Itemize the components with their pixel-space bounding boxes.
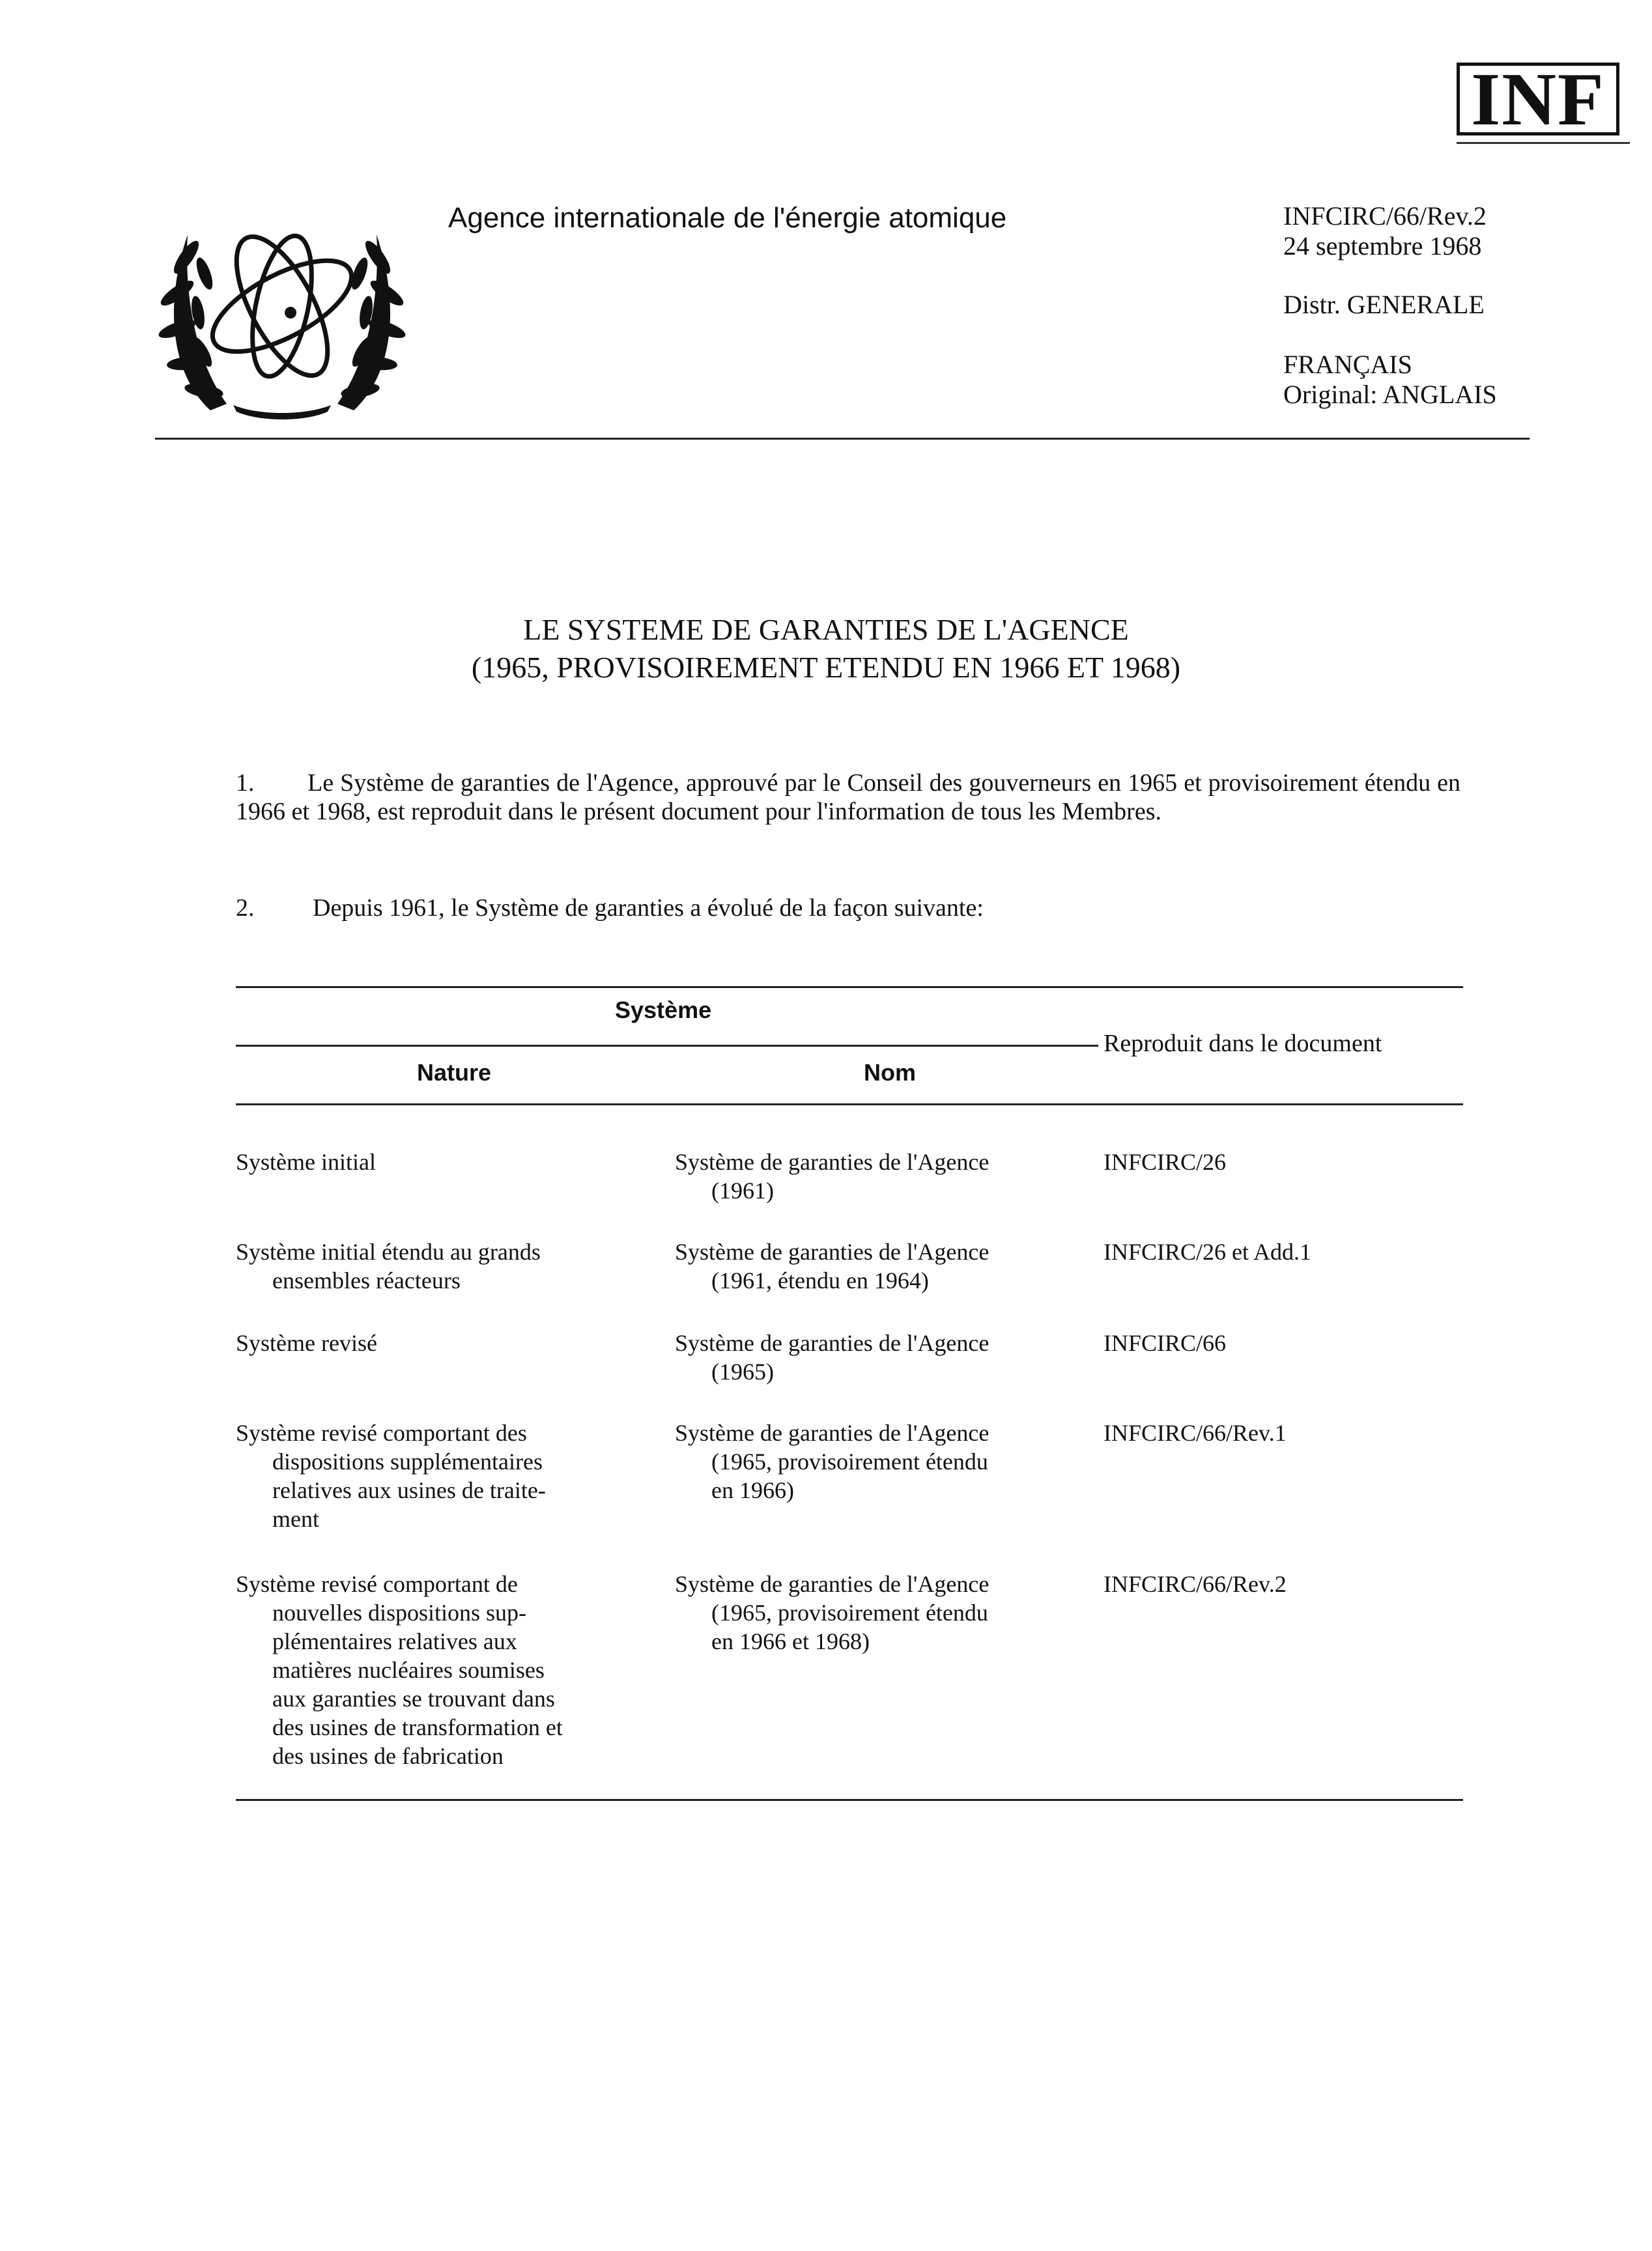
table-row: [236, 1238, 640, 1295]
cell-nom-line: Système de garanties de l'Agence: [675, 1149, 990, 1175]
cell-nom: [675, 1419, 1092, 1505]
cell-nature-line: dispositions supplémentaires: [272, 1449, 543, 1475]
cell-nom: [675, 1570, 1092, 1656]
cell-nom-line: (1961): [711, 1178, 774, 1204]
inf-stamp: INF: [1457, 63, 1619, 135]
cell-nature-line: Système revisé: [236, 1330, 377, 1356]
cell-nom-line: Système de garanties de l'Agence: [675, 1571, 990, 1597]
cell-nom-line: Système de garanties de l'Agence: [675, 1330, 990, 1356]
cell-document: INFCIRC/26 et Add.1: [1104, 1239, 1312, 1265]
cell-document: INFCIRC/66: [1104, 1330, 1227, 1356]
table-top-rule: [236, 986, 1463, 988]
table-row: [236, 1329, 640, 1357]
cell-nature-line: relatives aux usines de traite-: [272, 1477, 546, 1503]
column-header-nom: Nom: [864, 1059, 916, 1086]
distribution-label: Distr. GENERALE: [1283, 290, 1485, 319]
cell-nature-line: aux garanties se trouvant dans: [272, 1686, 555, 1712]
document-date: 24 septembre 1968: [1283, 231, 1482, 261]
table-header-rule: [236, 1103, 1463, 1105]
document-title-line-1: LE SYSTEME DE GARANTIES DE L'AGENCE: [523, 613, 1129, 646]
table-row: [236, 1419, 640, 1533]
cell-nom-line: en 1966 et 1968): [711, 1628, 870, 1654]
document-reference: INFCIRC/66/Rev.2: [1283, 201, 1487, 231]
column-header-nature: Nature: [417, 1059, 492, 1086]
cell-nom-line: Système de garanties de l'Agence: [675, 1420, 990, 1446]
cell-nom-line: Système de garanties de l'Agence: [675, 1239, 990, 1265]
paragraph-2: [236, 894, 984, 922]
table-group-header: Système: [615, 997, 712, 1023]
cell-nature-line: des usines de transformation et: [272, 1714, 563, 1740]
table-group-rule: [236, 1045, 1098, 1047]
paragraph-number: 2.: [236, 894, 255, 922]
agency-name: Agence internationale de l'énergie atomique: [448, 202, 1007, 234]
header-divider: [155, 438, 1530, 440]
cell-nom: [675, 1148, 1092, 1205]
iaea-emblem-icon: [149, 195, 416, 436]
cell-document: INFCIRC/26: [1104, 1149, 1227, 1175]
paragraph-number: 1.: [236, 769, 255, 797]
cell-nature-line: Système initial étendu au grands: [236, 1239, 541, 1265]
cell-nature-line: matières nucléaires soumises: [272, 1657, 545, 1683]
stamp-underline: [1457, 142, 1630, 144]
cell-document: INFCIRC/66/Rev.2: [1104, 1571, 1287, 1597]
paragraph-text: Depuis 1961, le Système de garanties a évolué de la façon suivante:: [313, 894, 984, 922]
language-label: FRANÇAIS: [1283, 350, 1412, 379]
cell-nom-line: (1965): [711, 1359, 774, 1385]
table-row: [236, 1570, 640, 1770]
cell-nom-line: (1965, provisoirement étendu: [711, 1449, 988, 1475]
document-title-line-2: (1965, PROVISOIREMENT ETENDU EN 1966 ET 1968): [471, 651, 1181, 684]
cell-nom-line: (1961, étendu en 1964): [711, 1267, 929, 1294]
cell-nature: Système initial: [236, 1149, 376, 1175]
cell-nature-line: Système revisé comportant des: [236, 1420, 527, 1446]
cell-nom: [675, 1238, 1092, 1295]
cell-nature-line: ensembles réacteurs: [272, 1267, 461, 1294]
table-bottom-rule: [236, 1799, 1463, 1801]
original-language-label: Original: ANGLAIS: [1283, 380, 1497, 409]
cell-nature-line: des usines de fabrication: [272, 1743, 504, 1769]
cell-nom-line: (1965, provisoirement étendu: [711, 1600, 988, 1626]
cell-nature-line: Système revisé comportant de: [236, 1571, 518, 1597]
column-header-document: Reproduit dans le document: [1104, 1030, 1382, 1057]
cell-nature-line: ment: [272, 1506, 319, 1532]
cell-document: INFCIRC/66/Rev.1: [1104, 1420, 1287, 1446]
paragraph-text: Le Système de garanties de l'Agence, approuvé par le Conseil des gouverneurs en 1965 et provisoirement étendu en 1966 et 1968, est reproduit dans le présent document pour l'information de tous les Membres.: [236, 769, 1460, 825]
cell-nom-line: en 1966): [711, 1477, 794, 1503]
cell-nom: [675, 1329, 1092, 1386]
paragraph-1: [236, 769, 1460, 826]
cell-nature-line: plémentaires relatives aux: [272, 1628, 517, 1654]
cell-nature-line: nouvelles dispositions sup-: [272, 1600, 527, 1626]
table-row: [236, 1148, 640, 1176]
